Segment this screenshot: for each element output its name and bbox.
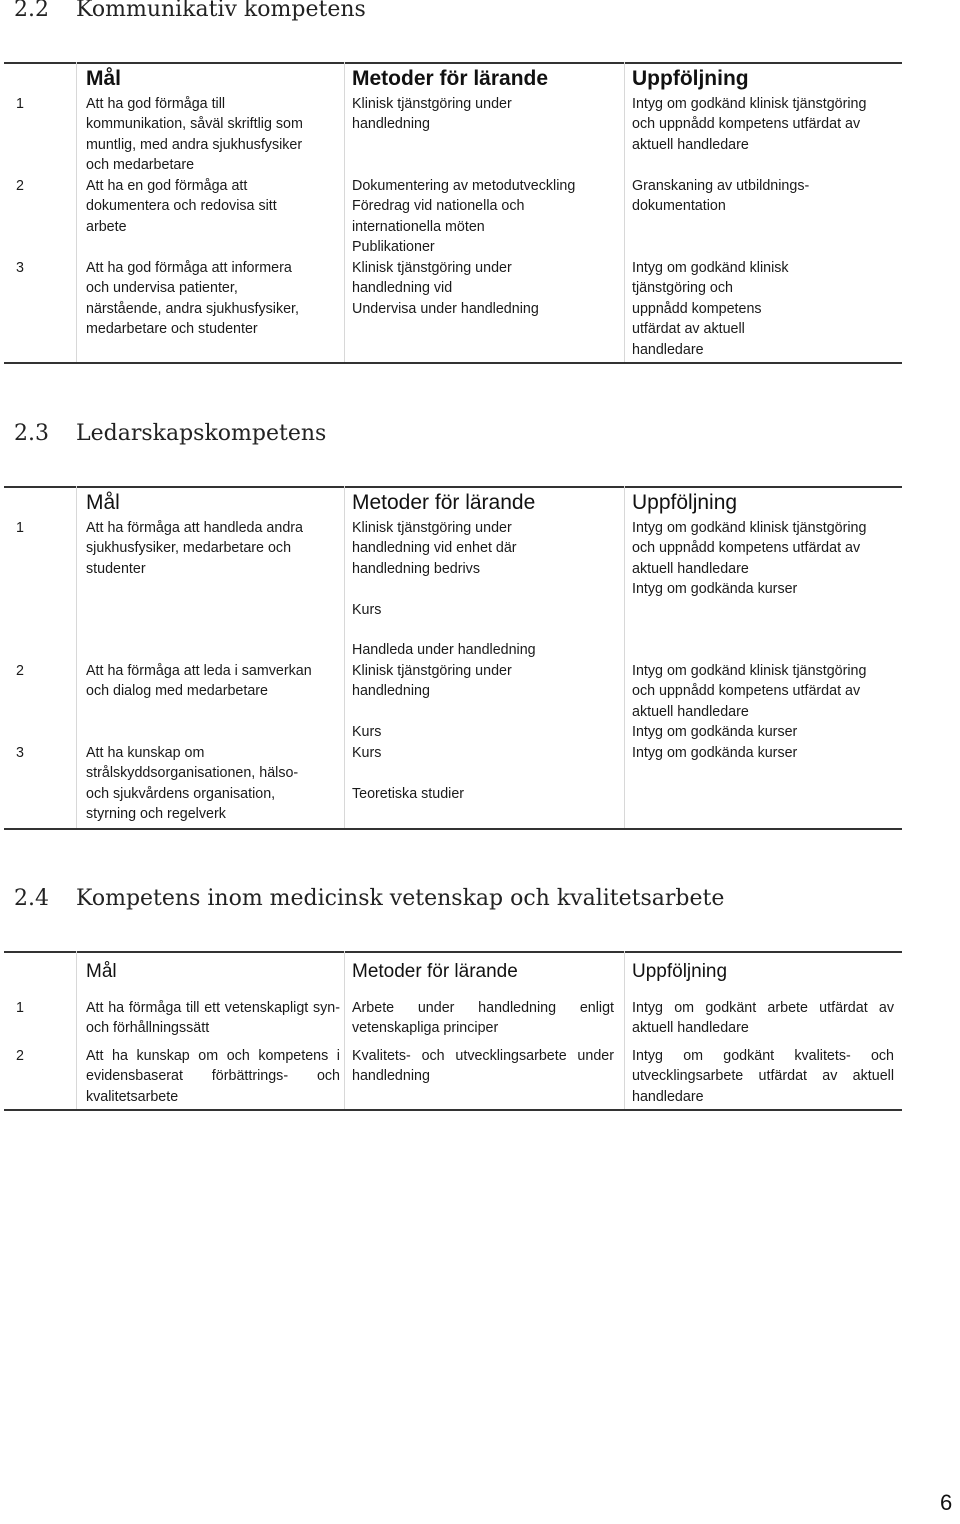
text-line: Granskaning av utbildnings- — [632, 178, 810, 194]
text-line: styrning och regelverk — [86, 806, 226, 823]
table-row — [4, 94, 902, 176]
column-divider — [624, 951, 625, 1111]
table-row — [4, 176, 902, 258]
text-line: Att ha förmåga att handleda andra — [86, 520, 303, 536]
section-heading — [14, 421, 326, 446]
text-line — [352, 763, 614, 783]
table-row — [4, 661, 902, 743]
text-line: Undervisa under handledning — [352, 300, 539, 317]
text-line — [352, 579, 614, 599]
text-line: tjänstgöring och — [632, 280, 733, 297]
row-number: 3 — [16, 745, 24, 761]
uppfoljning-cell: Intyg om godkänt kvalitets- och utvecklingsarbete utfärdat av aktuell handledare — [632, 1048, 894, 1105]
mal-cell — [86, 176, 340, 237]
uppfoljning-cell — [632, 94, 894, 155]
text-line: närstående, andra sjukhusfysiker, — [86, 300, 299, 317]
metoder-cell — [352, 176, 614, 258]
table-header — [4, 64, 902, 94]
page-number: 6 — [940, 1490, 953, 1515]
mal-cell — [86, 258, 340, 340]
text-line: och sjukvårdens organisation, — [86, 785, 276, 802]
row-number: 2 — [16, 178, 24, 194]
row-number: 3 — [16, 260, 24, 276]
uppfoljning-cell — [632, 518, 894, 600]
metoder-cell — [352, 743, 614, 804]
uppfoljning-cell: Intyg om godkänt arbete utfärdat av aktuell handledare — [632, 1000, 894, 1037]
column-divider — [344, 951, 345, 1111]
section-heading — [14, 886, 724, 911]
section-title: Kommunikativ kompetens — [76, 0, 366, 22]
column-divider — [624, 486, 625, 830]
competence-table-kommunikativ — [4, 62, 902, 364]
row-number: 1 — [16, 96, 24, 112]
table-row — [4, 1046, 902, 1110]
competence-table-vetenskap — [4, 951, 902, 1111]
text-line: Klinisk tjänstgöring under — [352, 520, 512, 536]
text-line: Kurs — [352, 724, 382, 741]
text-line: Att ha god förmåga att informera — [86, 260, 292, 276]
header-metoder: Metoder för lärande — [352, 961, 518, 982]
text-line: handledning bedrivs — [352, 560, 480, 577]
table-header — [4, 488, 902, 518]
text-line: internationella möten — [352, 218, 485, 235]
table-row — [4, 998, 902, 1046]
text-line: Intyg om godkända kurser — [632, 724, 798, 741]
section-title: Kompetens inom medicinsk vetenskap och kvalitetsarbete — [76, 886, 725, 911]
text-line: och uppnådd kompetens utfärdat av — [632, 540, 861, 557]
text-line: aktuell handledare — [632, 703, 749, 720]
header-metoder: Metoder för lärande — [352, 67, 549, 90]
mal-cell — [86, 661, 340, 702]
text-line: Intyg om godkända kurser — [632, 581, 798, 598]
header-mal: Mål — [86, 961, 117, 982]
metoder-cell: Arbete under handledning enligt vetenskapliga principer — [352, 1000, 614, 1037]
text-line: muntlig, med andra sjukhusfysiker — [86, 136, 303, 153]
row-number: 2 — [16, 663, 24, 679]
text-line: aktuell handledare — [632, 136, 749, 153]
text-line: dokumentation — [632, 198, 726, 215]
text-line: och medarbetare — [86, 157, 195, 174]
table-header — [4, 953, 902, 993]
text-line: och undervisa patienter, — [86, 280, 238, 297]
mal-cell — [86, 94, 340, 176]
table-bottom-rule — [4, 362, 902, 364]
text-line: arbete — [86, 218, 127, 235]
uppfoljning-cell — [632, 743, 894, 763]
uppfoljning-cell — [632, 176, 894, 217]
text-line: uppnådd kompetens — [632, 300, 762, 317]
text-line: Handleda under handledning — [352, 642, 536, 659]
text-line: handledning — [352, 683, 430, 700]
text-line: Publikationer — [352, 239, 435, 256]
table-row — [4, 743, 902, 829]
text-line: dokumentera och redovisa sitt — [86, 198, 277, 215]
table-bottom-rule — [4, 1109, 902, 1111]
text-line: sjukhusfysiker, medarbetare och — [86, 540, 292, 557]
uppfoljning-cell — [632, 661, 894, 743]
text-line: Kurs — [352, 745, 382, 761]
text-line: Dokumentering av metodutveckling — [352, 178, 576, 194]
header-mal: Mål — [86, 67, 122, 90]
column-divider — [344, 62, 345, 364]
text-line: Intyg om godkänd klinisk tjänstgöring — [632, 520, 867, 536]
text-line — [352, 620, 614, 640]
header-uppfoljning: Uppföljning — [632, 67, 749, 90]
text-line: Klinisk tjänstgöring under — [352, 96, 512, 112]
column-divider — [76, 951, 77, 1111]
header-metoder: Metoder för lärande — [352, 491, 536, 514]
table-row — [4, 518, 902, 661]
text-line: Att ha kunskap om — [86, 745, 205, 761]
text-line: och uppnådd kompetens utfärdat av — [632, 683, 861, 700]
text-line: Intyg om godkänd klinisk tjänstgöring — [632, 663, 867, 679]
row-number: 1 — [16, 1000, 24, 1016]
text-line: Intyg om godkänd klinisk tjänstgöring — [632, 96, 867, 112]
competence-table-ledarskap — [4, 486, 902, 830]
mal-cell — [86, 518, 340, 579]
text-line: Teoretiska studier — [352, 785, 465, 802]
text-line: handledning vid enhet där — [352, 540, 517, 557]
text-line: och dialog med medarbetare — [86, 683, 268, 700]
column-divider — [344, 486, 345, 830]
section-number: 2.4 — [14, 886, 49, 911]
text-line: kommunikation, såväl skriftlig som — [86, 116, 303, 133]
mal-cell: Att ha förmåga till ett vetenskapligt syn- och förhållningssätt — [86, 1000, 340, 1037]
text-line: strålskyddsorganisationen, hälso- — [86, 765, 299, 782]
table-bottom-rule — [4, 828, 902, 830]
row-number: 2 — [16, 1048, 24, 1064]
table-row — [4, 258, 902, 360]
text-line: Klinisk tjänstgöring under — [352, 260, 512, 276]
mal-cell: Att ha kunskap om och kompetens i evidensbaserat förbättrings- och kvalitetsarbete — [86, 1048, 340, 1105]
uppfoljning-cell — [632, 258, 894, 360]
text-line: Intyg om godkända kurser — [632, 745, 798, 761]
section-number: 2.3 — [14, 421, 49, 446]
section-heading — [14, 0, 366, 22]
text-line: Att ha god förmåga till — [86, 96, 226, 112]
text-line: handledning vid — [352, 280, 453, 297]
text-line: utfärdat av aktuell — [632, 321, 745, 338]
row-number: 1 — [16, 520, 24, 536]
text-line: handledare — [632, 341, 704, 358]
text-line — [352, 702, 614, 722]
text-line: Att ha förmåga att leda i samverkan — [86, 663, 312, 679]
text-line: Att ha en god förmåga att — [86, 178, 248, 194]
text-line: aktuell handledare — [632, 560, 749, 577]
metoder-cell: Kvalitets- och utvecklingsarbete under handledning — [352, 1048, 614, 1085]
column-divider — [76, 62, 77, 364]
header-uppfoljning: Uppföljning — [632, 961, 728, 982]
text-line: och uppnådd kompetens utfärdat av — [632, 116, 861, 133]
text-line: Föredrag vid nationella och — [352, 198, 525, 215]
section-number: 2.2 — [14, 0, 49, 22]
text-line: Intyg om godkänd klinisk — [632, 260, 789, 276]
header-uppfoljning: Uppföljning — [632, 491, 738, 514]
column-divider — [76, 486, 77, 830]
metoder-cell — [352, 518, 614, 661]
text-line: Klinisk tjänstgöring under — [352, 663, 512, 679]
text-line: Kurs — [352, 601, 382, 618]
metoder-cell — [352, 94, 614, 135]
section-title: Ledarskapskompetens — [76, 421, 327, 446]
mal-cell — [86, 743, 340, 825]
text-line: medarbetare och studenter — [86, 321, 258, 338]
text-line: studenter — [86, 560, 146, 577]
column-divider — [624, 62, 625, 364]
metoder-cell — [352, 661, 614, 743]
header-mal: Mål — [86, 491, 120, 514]
text-line: handledning — [352, 116, 430, 133]
metoder-cell — [352, 258, 614, 319]
